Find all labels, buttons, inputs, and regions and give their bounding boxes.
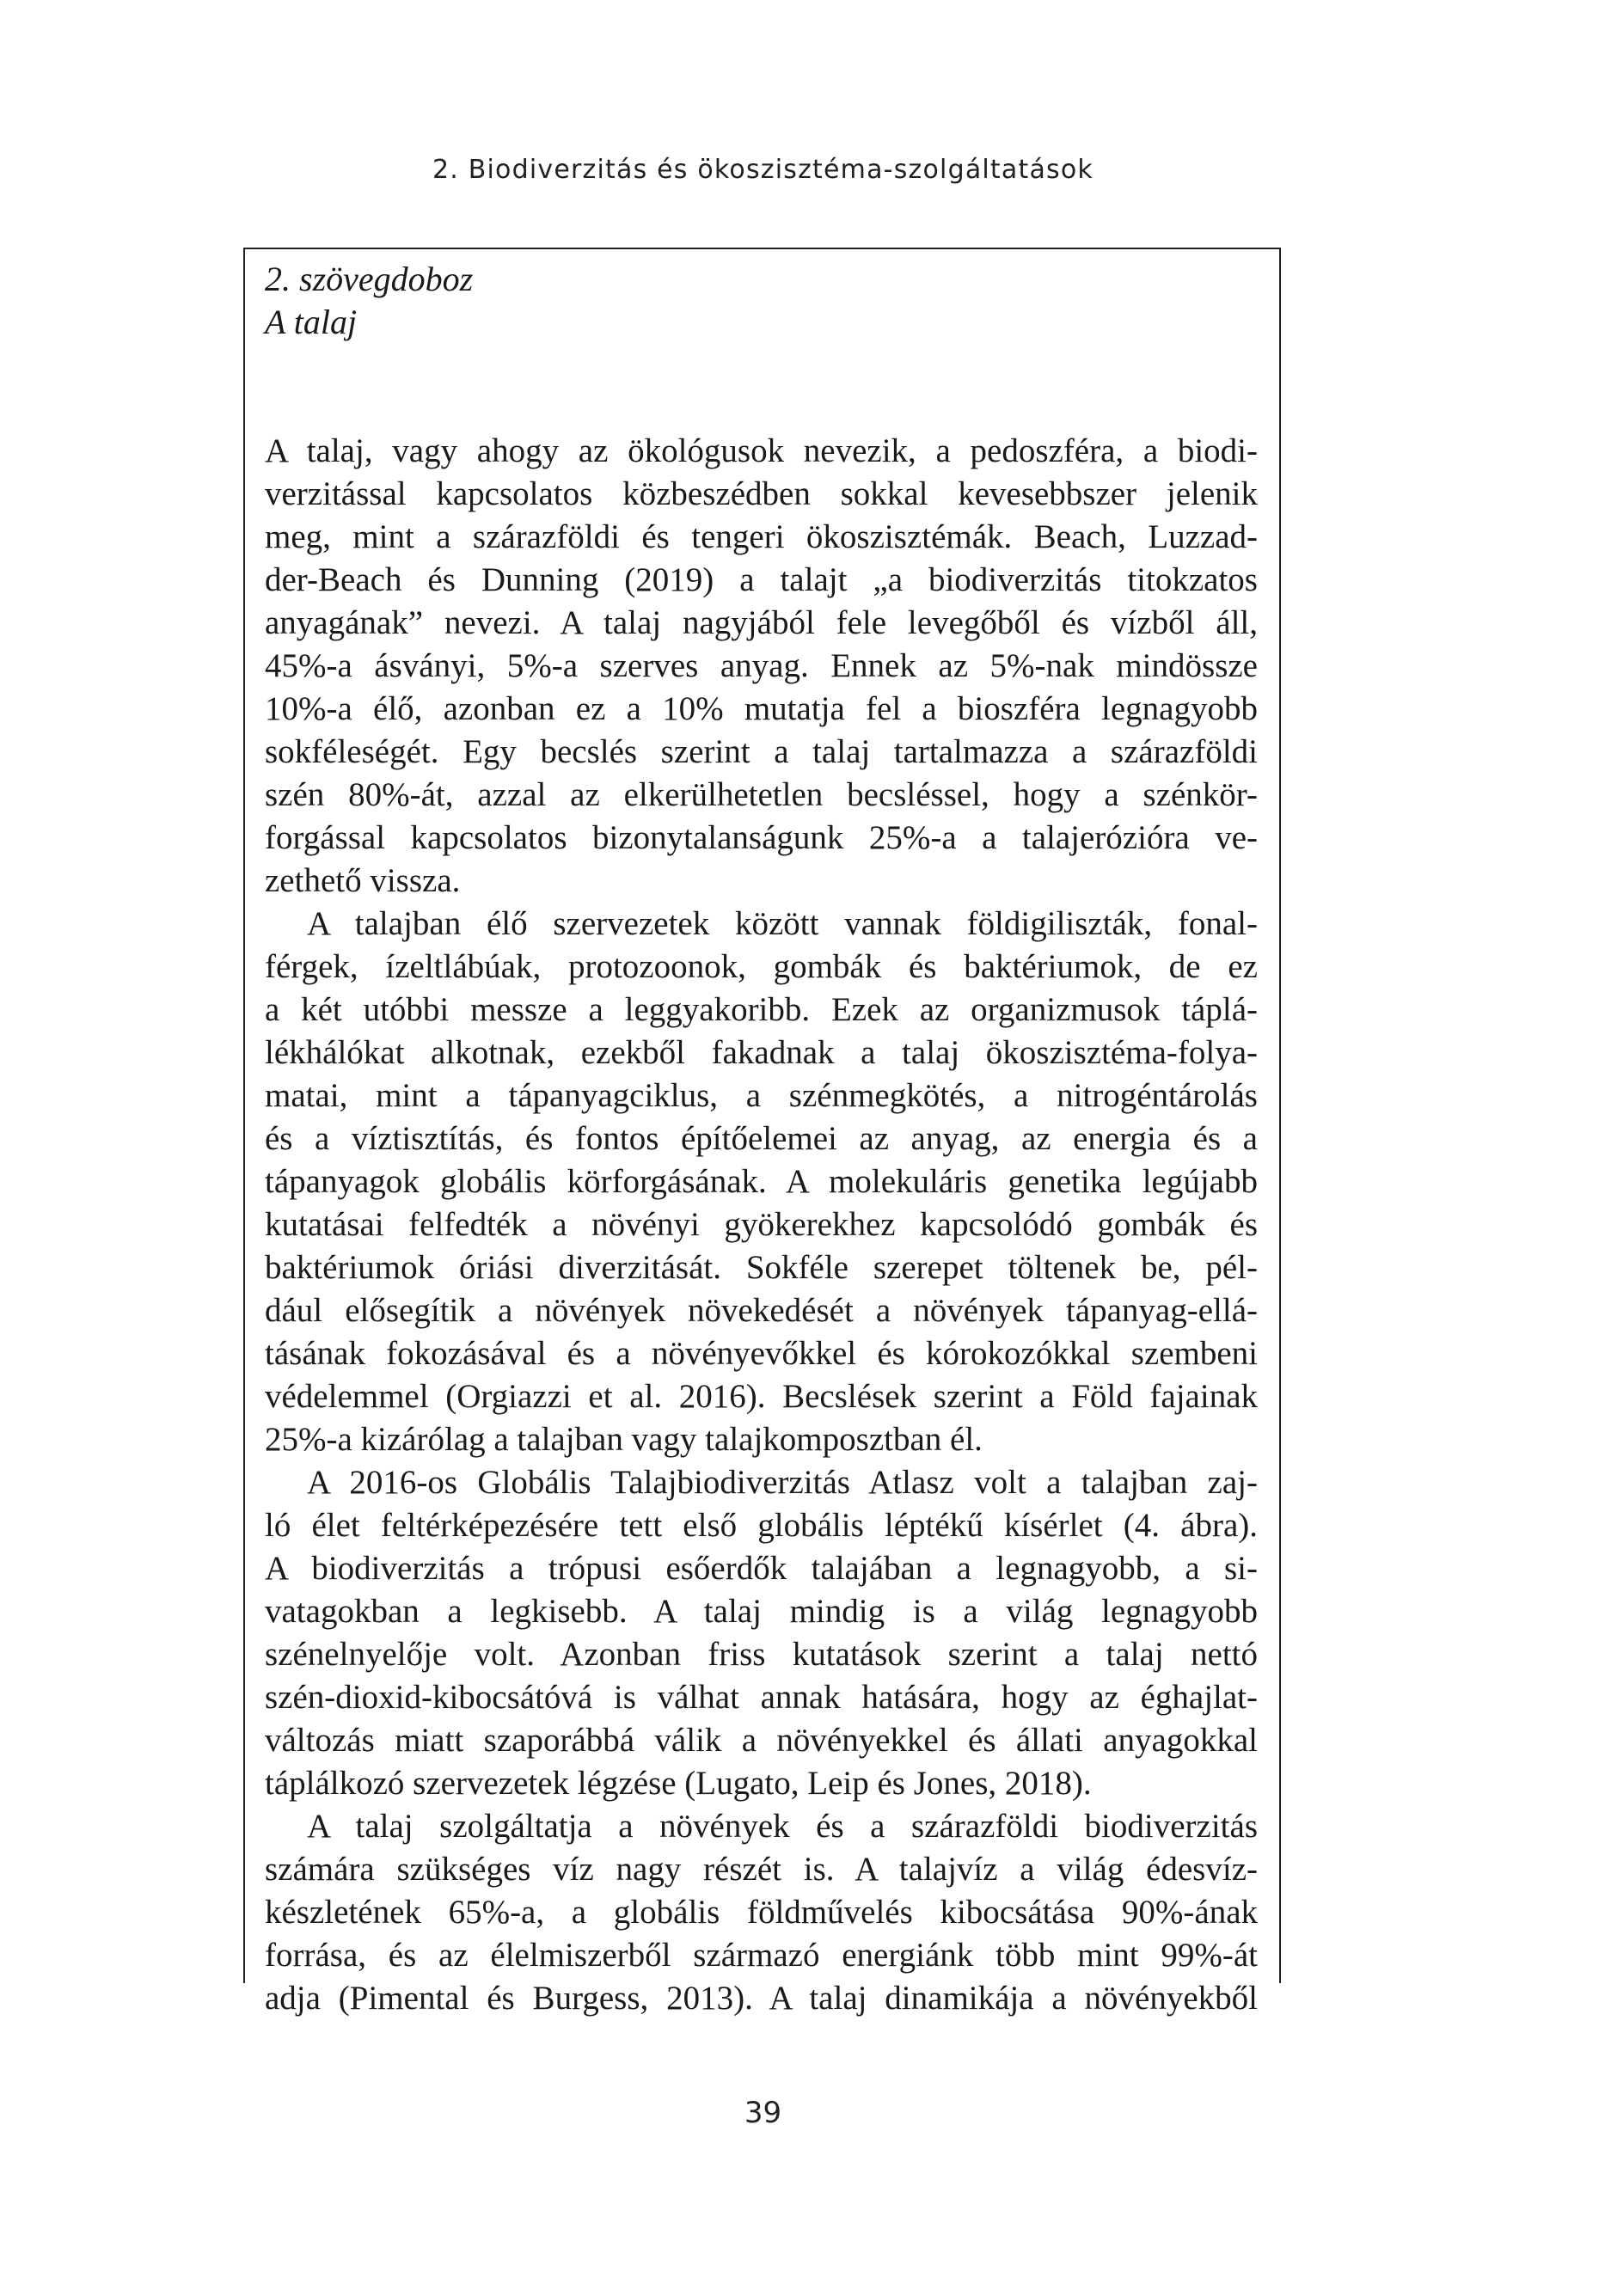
- body-line: változás miatt szaporábbá válik a növényekkel és állati anyagokkal: [265, 1722, 1258, 1759]
- text-box-title: A talaj: [265, 303, 358, 341]
- body-line: kutatásai felfedték a növényi gyökerekhez kapcsolódó gombák és: [265, 1206, 1258, 1243]
- body-line: ló élet feltérképezésére tett első globális léptékű kísérlet (4. ábra).: [265, 1507, 1258, 1544]
- body-line: dául elősegítik a növények növekedését a növények tápanyag-ellá-: [265, 1292, 1258, 1329]
- body-line: védelemmel (Orgiazzi et al. 2016). Becslések szerint a Föld fajainak: [265, 1378, 1258, 1415]
- body-line: anyagának” nevezi. A talaj nagyjából fele levegőből és vízből áll,: [265, 604, 1258, 641]
- body-line: vatagokban a legkisebb. A talaj mindig is a világ legnagyobb: [265, 1593, 1258, 1630]
- body-line: adja (Pimental és Burgess, 2013). A talaj dinamikája a növényekből: [265, 1980, 1258, 2017]
- paragraph-2: [265, 903, 1258, 1461]
- body-line: a két utóbbi messze a leggyakoribb. Ezek az organizmusok táplá-: [265, 991, 1258, 1028]
- body-line: forrása, és az élelmiszerből származó energiánk több mint 99%-át: [265, 1937, 1258, 1974]
- body-line: szénelnyelője volt. Azonban friss kutatások szerint a talaj nettó: [265, 1636, 1258, 1673]
- body-line: szén-dioxid-kibocsátóvá is válhat annak hatására, hogy az éghajlat-: [265, 1679, 1258, 1716]
- paragraph-3: [265, 1461, 1258, 1805]
- body-line: A 2016-os Globális Talajbiodiverzitás Atlasz volt a talajban zaj-: [307, 1464, 1258, 1501]
- body-line: baktériumok óriási diverzitását. Sokféle szerepet töltenek be, pél-: [265, 1249, 1258, 1286]
- body-line: A talajban élő szervezetek között vannak földigiliszták, fonal-: [307, 905, 1258, 942]
- body-line: A talaj szolgáltatja a növények és a szárazföldi biodiverzitás: [307, 1808, 1258, 1845]
- body-line: 10%-a élő, azonban ez a 10% mutatja fel a bioszféra legnagyobb: [265, 690, 1258, 727]
- body-line: készletének 65%-a, a globális földművelés kibocsátása 90%-ának: [265, 1894, 1258, 1931]
- body-line: zethető vissza.: [265, 862, 461, 899]
- body-line: szén 80%-át, azzal az elkerülhetetlen becsléssel, hogy a szénkör-: [265, 776, 1258, 813]
- body-line: forgással kapcsolatos bizonytalanságunk 25%-a a talajerózióra ve-: [265, 819, 1258, 856]
- body-line: tápanyagok globális körforgásának. A molekuláris genetika legújabb: [265, 1163, 1258, 1200]
- body-line: sokféleségét. Egy becslés szerint a talaj tartalmazza a szárazföldi: [265, 733, 1258, 770]
- text-box-label: 2. szövegdoboz: [265, 260, 474, 298]
- text-box-caption: [265, 258, 1258, 344]
- blank-line: [265, 387, 1258, 430]
- body-line: matai, mint a tápanyagciklus, a szénmegkötés, a nitrogéntárolás: [265, 1077, 1258, 1114]
- body-line: meg, mint a szárazföldi és tengeri ökoszisztémák. Beach, Luzzad-: [265, 518, 1258, 555]
- body-line: 25%-a kizárólag a talajban vagy talajkomposztban él.: [265, 1421, 983, 1458]
- text-box-body: [265, 387, 1258, 2020]
- body-line: lékhálókat alkotnak, ezekből fakadnak a talaj ökoszisztéma-folya-: [265, 1034, 1258, 1071]
- body-line: verzitással kapcsolatos közbeszédben sokkal kevesebbszer jelenik: [265, 475, 1258, 512]
- body-line: férgek, ízeltlábúak, protozoonok, gombák és baktériumok, de ez: [265, 948, 1258, 985]
- page-number: 39: [744, 2096, 782, 2130]
- body-line: der-Beach és Dunning (2019) a talajt „a biodiverzitás titokzatos: [265, 561, 1258, 598]
- body-line: A biodiverzitás a trópusi esőerdők talajában a legnagyobb, a si-: [265, 1550, 1258, 1587]
- body-line: A talaj, vagy ahogy az ökológusok nevezik, a pedoszféra, a biodi-: [265, 432, 1258, 469]
- body-line: és a víztisztítás, és fontos építőelemei az anyag, az energia és a: [265, 1120, 1258, 1157]
- running-head: 2. Biodiverzitás és ökoszisztéma-szolgáltatások: [432, 155, 1093, 185]
- paragraph-1: [265, 430, 1258, 903]
- paragraph-4: [265, 1805, 1258, 2020]
- body-line: táplálkozó szervezetek légzése (Lugato, Leip és Jones, 2018).: [265, 1765, 1092, 1802]
- body-line: tásának fokozásával és a növényevőkkel és kórokozókkal szembeni: [265, 1335, 1258, 1372]
- body-line: 45%-a ásványi, 5%-a szerves anyag. Ennek az 5%-nak mindössze: [265, 647, 1258, 684]
- body-line: számára szükséges víz nagy részét is. A talajvíz a világ édesvíz-: [265, 1851, 1258, 1888]
